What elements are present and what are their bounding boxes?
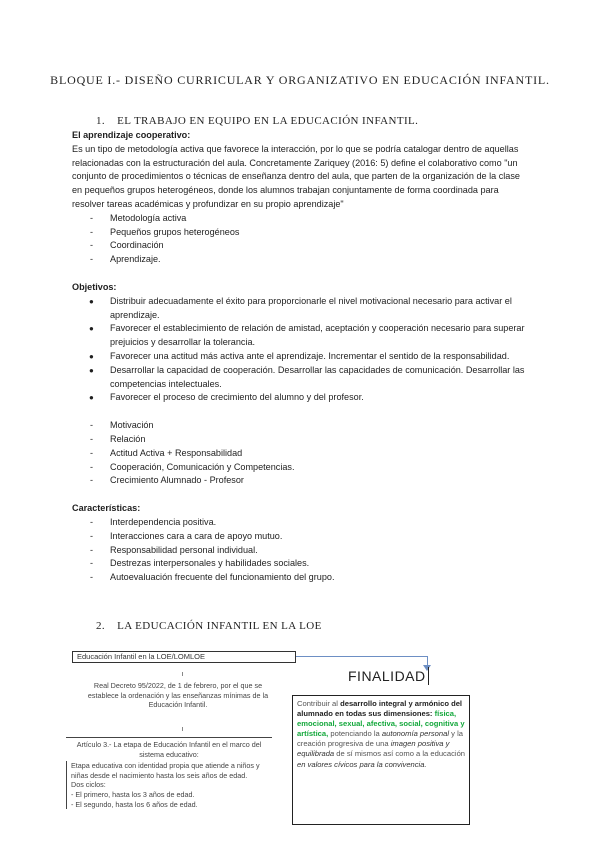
section-1-number: 1.	[96, 115, 106, 127]
section-1-heading	[96, 115, 418, 127]
connector-tick	[182, 672, 183, 676]
list-item: ● Favorecer el proceso de crecimiento del alumno y del profesor.	[72, 391, 532, 405]
finalidad-text: de sí mismos así como a la educación	[336, 749, 466, 759]
list-item: - Actitud Activa + Responsabilidad	[72, 447, 532, 461]
finalidad-italic: imagen positiva y equilibrada	[297, 739, 450, 759]
finalidad-dimensions: física, emocional, sexual, afectiva, social, cognitiva y artística,	[297, 709, 465, 739]
connector-tick	[182, 727, 183, 731]
finalidad-text: y la creación progresiva de una	[297, 729, 463, 749]
list-item: - Pequeños grupos heterogéneos	[72, 226, 532, 240]
list-item: - Motivación	[72, 419, 532, 433]
real-decreto-text: Real Decreto 95/2022, de 1 de febrero, por el que se establece la ordenación y las enseñanzas mínimas de la Educación Infantil.	[87, 681, 269, 710]
resumen-list	[72, 419, 532, 488]
objetivos-heading: Objetivos:	[72, 281, 117, 292]
finalidad-box	[292, 695, 470, 825]
articulo-line: - El primero, hasta los 3 años de edad.	[71, 789, 195, 799]
list-item: ● Favorecer una actitud más activa ante el aprendizaje. Incrementar el sentido de la responsabilidad.	[72, 350, 532, 364]
section-1-body	[72, 129, 532, 585]
finalidad-label: FINALIDAD	[348, 668, 426, 684]
loe-diagram	[60, 645, 540, 845]
list-item: - Relación	[72, 433, 532, 447]
list-item: ● Favorecer el establecimiento de relación de amistad, aceptación y cooperación necesario para superar prejuicios y desarrollar la tolerancia.	[72, 322, 532, 350]
articulo-line: - El segundo, hasta los 6 años de edad.	[71, 799, 198, 809]
finalidad-italic: autonomía personal	[381, 729, 450, 739]
caracteristicas-heading: Características:	[72, 503, 141, 514]
list-item: ● Desarrollar la capacidad de cooperación. Desarrollar las capacidades de comunicación. Desarrollar las competencias intelectuales.	[72, 364, 532, 392]
cooperative-subheading: El aprendizaje cooperativo:	[72, 130, 191, 140]
list-item: - Metodología activa	[72, 212, 532, 226]
articulo-line: Dos ciclos:	[71, 780, 106, 790]
list-item: - Interdependencia positiva.	[72, 516, 532, 530]
finalidad-intro: Contribuir al	[297, 699, 338, 708]
list-item: - Cooperación, Comunicación y Competencias.	[72, 461, 532, 475]
section-2-title: LA EDUCACIÓN INFANTIL EN LA LOE	[117, 620, 322, 632]
keywords-list	[72, 212, 532, 267]
list-item: - Aprendizaje.	[72, 253, 532, 267]
finalidad-intro-bold: desarrollo integral y armónico del alumnado en todas sus dimensiones:	[297, 699, 463, 719]
articulo-block	[66, 737, 272, 809]
section-1-title: EL TRABAJO EN EQUIPO EN LA EDUCACIÓN INFANTIL.	[117, 115, 419, 127]
section-2-heading	[96, 620, 322, 632]
list-item: - Autoevaluación frecuente del funcionamiento del grupo.	[72, 571, 532, 585]
list-item: - Destrezas interpersonales y habilidades sociales.	[72, 557, 532, 571]
connector-line	[296, 656, 428, 657]
finalidad-italic: en valores cívicos para la convivencia.	[297, 759, 427, 769]
list-item: - Interacciones cara a cara de apoyo mutuo.	[72, 530, 532, 544]
objetivos-list	[72, 295, 532, 405]
list-item: ● Distribuir adecuadamente el éxito para proporcionarle el nivel motivacional necesario para activar el aprendizaje.	[72, 295, 532, 323]
page-title: BLOQUE I.- DISEÑO CURRICULAR Y ORGANIZATIVO EN EDUCACIÓN INFANTIL.	[50, 73, 550, 87]
finalidad-text: potenciando la	[330, 729, 380, 739]
articulo-body	[66, 761, 272, 809]
section-2-number: 2.	[96, 620, 106, 632]
cooperative-paragraph: Es un tipo de metodología activa que favorece la interacción, por lo que se podría catalogar dentro de aquellas relacionadas con la estructuración del aula. Concretamente Zariquey (2016: 5) define el colaborativo como "un conjunto de procedimientos o técnicas de enseñanza dentro del aula, que parten de la organización de la clase en pequeños grupos heterogéneos, donde los alumnos trabajan conjuntamente de forma coordinada para resolver tareas académicas y profundizar en su propio aprendizaje"	[72, 143, 520, 209]
articulo-line: Etapa educativa con identidad propia que atiende a niños y niñas desde el nacimiento hasta los seis años de edad.	[71, 761, 260, 780]
diagram-top-box: Educación Infantil en la LOE/LOMLOE	[72, 651, 296, 663]
caracteristicas-list	[72, 516, 532, 585]
articulo-heading: Artículo 3.- La etapa de Educación Infantil en el marco del sistema educativo:	[66, 737, 272, 759]
finalidad-divider	[428, 667, 429, 685]
list-item: - Coordinación	[72, 239, 532, 253]
list-item: - Crecimiento Alumnado - Profesor	[72, 474, 532, 488]
list-item: - Responsabilidad personal individual.	[72, 544, 532, 558]
